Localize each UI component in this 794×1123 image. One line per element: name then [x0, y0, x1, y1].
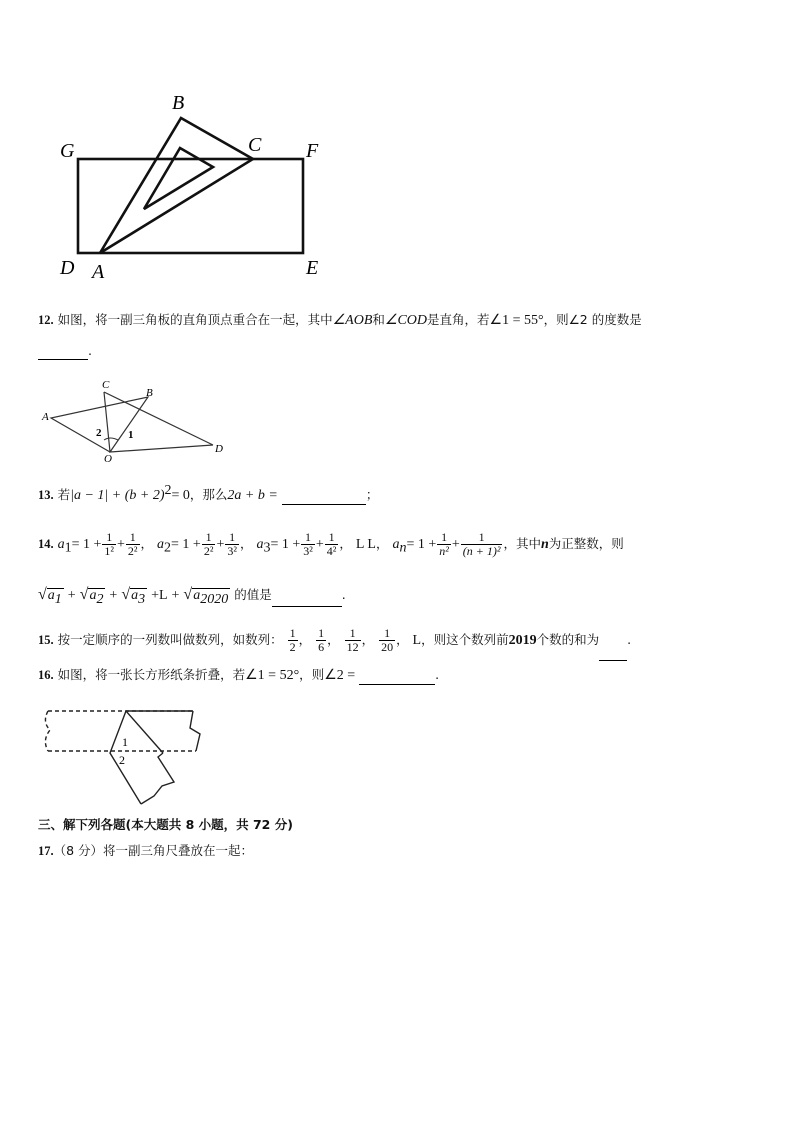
question-text: 按一定顺序的一列数叫做数列，如数列：: [57, 632, 283, 647]
label-angle-2: 2: [119, 753, 125, 767]
fraction: $\frac{1}{\text{1²}}$: [104, 530, 115, 558]
fraction: $\frac{1}{2}$: [289, 626, 296, 654]
plus: +: [117, 537, 125, 552]
question-text: ，则∠2 的度数是: [543, 312, 642, 327]
period: .: [627, 632, 632, 647]
question-text: 如图，将一副三角板的直角顶点重合在一起，其中: [57, 312, 333, 327]
plus: +: [109, 588, 118, 603]
equals-zero: = 0: [171, 488, 190, 504]
question-12: [38, 311, 642, 330]
equals-one-plus: = 1 +: [171, 537, 201, 552]
question-14: [38, 524, 624, 569]
period: .: [341, 587, 346, 602]
fraction: $\frac{1}{\text{2²}}$: [127, 530, 138, 558]
sqrt-term: $a_{2020}$: [193, 588, 229, 607]
question-15: 15. 按一定顺序的一列数叫做数列，如数列： $\frac{1}{2}$ ， $\frac{1}{6}$ ， $\frac{1}{12}$ ， $\frac{1}{20}$ ， L，则这个数列前2019个数的和为 .: [38, 620, 631, 661]
question-number: 12.: [38, 313, 54, 327]
fraction: $\frac{1}{\text{3²}}$: [227, 530, 237, 558]
expression: |a − 1| + (b + 2): [70, 488, 165, 504]
ellipsis: L L: [355, 537, 376, 552]
question-text: ，那么: [189, 487, 228, 503]
plus: +: [451, 537, 460, 552]
subscript: 2: [164, 540, 172, 556]
label-o: O: [104, 453, 112, 465]
target-expression: 2a + b =: [227, 488, 278, 504]
label-e: E: [306, 257, 319, 279]
label-f: F: [306, 140, 319, 162]
question-text: 如图，将一张长方形纸条折叠，若: [57, 667, 246, 682]
label-c: C: [102, 379, 110, 391]
equals-one-plus: = 1 +: [270, 537, 301, 552]
sqrt-term: $a_1$: [47, 588, 62, 607]
label-a: A: [92, 261, 105, 283]
plus: +: [151, 588, 159, 603]
question-13: [38, 482, 378, 505]
label-angle-1: 1: [128, 429, 134, 441]
exponent: 2: [164, 483, 172, 498]
question-number: 16.: [38, 668, 54, 682]
figure-folded-strip: [38, 700, 208, 810]
fraction: $\frac{1}{\text{2²}}$: [203, 530, 214, 558]
label-b: B: [146, 387, 153, 399]
label-d: D: [60, 257, 75, 279]
fraction: $\frac{1}{6}$: [318, 626, 325, 654]
fraction: $\frac{1}{20}$: [381, 626, 394, 654]
term-a: a: [157, 537, 165, 552]
given-angle: ∠1 = 55°: [489, 313, 544, 328]
fraction: $\frac{1}{12}$: [346, 626, 359, 654]
plus: +: [171, 588, 180, 603]
plus: +: [315, 537, 324, 552]
term-a: a: [392, 537, 400, 552]
question-number: 13.: [38, 488, 54, 503]
comma: ，: [375, 536, 389, 551]
equals-one-plus: = 1 +: [406, 537, 437, 552]
term-a: a: [256, 537, 264, 552]
period: .: [435, 667, 440, 682]
subscript: 3: [263, 540, 271, 556]
question-number: 15.: [38, 633, 54, 647]
question-text: 个数的和为: [536, 632, 600, 647]
label-c: C: [248, 134, 262, 156]
inner-triangle: [144, 148, 213, 209]
semicolon: ；: [365, 487, 379, 503]
comma: ，: [339, 536, 352, 551]
answer-blank[interactable]: [38, 345, 88, 360]
fraction: $\frac{1}{\text{3²}}$: [303, 530, 313, 558]
answer-blank[interactable]: [272, 592, 342, 607]
question-number: 14.: [38, 537, 54, 551]
question-text: 的值是: [234, 587, 272, 602]
subscript: 1: [64, 540, 72, 556]
equals-one-plus: = 1 +: [71, 537, 102, 552]
question-text: （8 分）将一副三角尺叠放在一起：: [53, 843, 254, 858]
question-text: 是直角，若: [427, 312, 490, 327]
question-12-answer-line: [38, 342, 92, 360]
angle-cod: ∠COD: [384, 313, 428, 328]
question-14-sum: $√a_1 + √a_2 + √a_3 +L + √a_{2020}$ 的值是 .: [38, 586, 346, 607]
section-title: 三、解下列各题(本大题共 8 小题，共 72 分): [38, 817, 293, 832]
given-angle: ∠1 = 52°: [245, 668, 300, 683]
label-b: B: [172, 92, 185, 114]
question-text: 若: [57, 487, 71, 503]
outer-triangle: [100, 118, 253, 253]
count: 2019: [508, 633, 537, 648]
question-number: 17.: [38, 844, 54, 858]
question-text: ，则: [299, 667, 325, 682]
answer-blank[interactable]: [282, 490, 366, 505]
fraction: $\frac{1}{\text{n²}}$: [439, 530, 449, 558]
comma: ，: [140, 536, 154, 551]
sqrt-term: $a_3$: [131, 588, 146, 607]
question-text: ，其中: [503, 536, 541, 551]
label-d: D: [215, 443, 223, 455]
subscript: n: [399, 540, 407, 556]
variable-n: n: [540, 537, 549, 552]
label-g: G: [60, 140, 75, 162]
question-17: [38, 842, 253, 860]
question-text: 和: [372, 312, 385, 327]
label-a: A: [42, 411, 49, 423]
figure-triangle-rectangle: [50, 88, 340, 288]
answer-blank[interactable]: [359, 670, 435, 685]
question-16: [38, 666, 439, 685]
angle-aob: ∠AOB: [332, 313, 373, 328]
ellipsis: L: [158, 588, 168, 603]
figure-set-squares: [38, 374, 238, 469]
ellipsis: L: [412, 633, 422, 648]
target-angle: ∠2 =: [324, 668, 356, 683]
fraction: $\frac{1}{\text{4²}}$: [326, 530, 337, 558]
fraction: $\frac{1}{\text{(n + 1)²}}$: [462, 530, 501, 558]
period: .: [88, 343, 92, 358]
answer-blank[interactable]: [599, 646, 627, 661]
plus: +: [216, 537, 225, 552]
question-text: ，则这个数列前: [421, 632, 509, 647]
comma: ，: [239, 536, 253, 551]
question-text: 为正整数，则: [548, 536, 624, 551]
sqrt-term: $a_2$: [89, 588, 104, 607]
rectangle-gfed: [78, 159, 303, 253]
label-angle-2: 2: [96, 427, 102, 439]
term-a: a: [57, 537, 65, 552]
plus: +: [67, 588, 76, 603]
label-angle-1: 1: [122, 735, 128, 749]
